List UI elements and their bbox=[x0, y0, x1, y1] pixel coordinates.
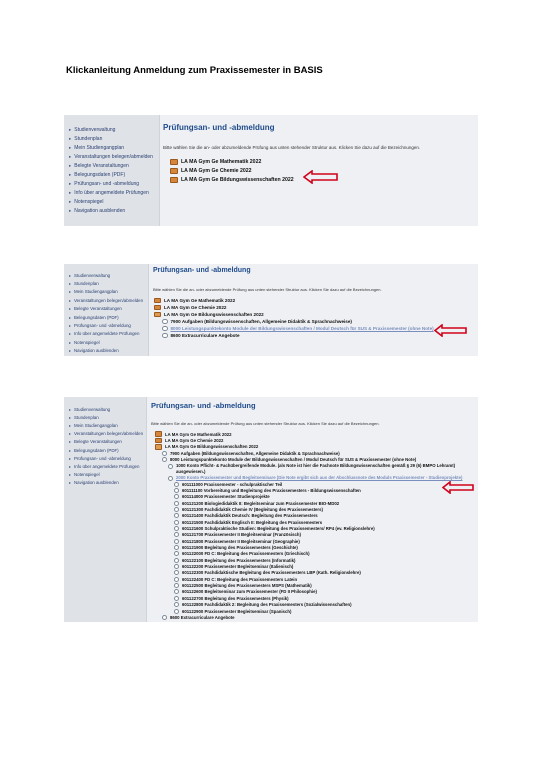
node-7900[interactable] bbox=[162, 318, 434, 325]
sidebar bbox=[64, 264, 149, 356]
course-label: 601121900 Begleitung des Praxissemesters (Geschichte) bbox=[182, 545, 298, 551]
sidebar-item[interactable] bbox=[64, 170, 159, 179]
folder-label: LA MA Gym Ge Mathematik 2022 bbox=[181, 158, 262, 165]
node-icon bbox=[168, 464, 173, 469]
bullet-arrow-icon: ▸ bbox=[69, 339, 71, 345]
bullet-arrow-icon: ▸ bbox=[69, 272, 71, 278]
folder-icon bbox=[170, 168, 178, 174]
folder-icon bbox=[170, 159, 178, 165]
sidebar-item-label: Stundenplan bbox=[73, 281, 99, 287]
sidebar bbox=[64, 397, 147, 622]
bullet-arrow-icon: ▸ bbox=[69, 455, 71, 461]
sidebar-item[interactable] bbox=[64, 471, 146, 479]
bullet-arrow-icon: ▸ bbox=[69, 314, 71, 320]
folder-label: LA MA Gym Ge Bildungswissenschaften 2022 bbox=[164, 312, 264, 317]
folder-mathematik[interactable] bbox=[170, 157, 294, 166]
node-icon bbox=[174, 596, 179, 601]
node-icon bbox=[174, 488, 179, 493]
bullet-arrow-icon: ▸ bbox=[69, 189, 72, 195]
bullet-arrow-icon: ▸ bbox=[69, 422, 71, 428]
node-label: 8600 Extracurriculare Angebote bbox=[170, 333, 240, 338]
folder-label: LA MA Gym Ge Mathematik 2022 bbox=[164, 298, 236, 303]
page-title: Prüfungsan- und -abmeldung bbox=[153, 267, 251, 274]
sidebar-item[interactable] bbox=[64, 430, 146, 438]
folder-icon bbox=[170, 177, 178, 183]
info-text: Bitte wählen Sie die an- oder abzumeldende Prüfung aus unten stehender Struktur aus. Klicken Sie dazu auf die Bezeichnungen. bbox=[151, 421, 380, 426]
sidebar-item[interactable] bbox=[64, 479, 146, 487]
folder-chemie[interactable] bbox=[154, 304, 434, 311]
sidebar bbox=[64, 115, 160, 226]
sidebar-item[interactable] bbox=[64, 279, 148, 287]
sidebar-item-label: Mein Studiengangplan bbox=[73, 289, 118, 295]
bullet-arrow-icon: ▸ bbox=[69, 306, 71, 312]
sidebar-item-label: Belegungsdaten (PDF) bbox=[74, 171, 126, 178]
bullet-arrow-icon: ▸ bbox=[69, 331, 71, 337]
course-label: 601114000 Praxissemester Studienprojekte bbox=[182, 494, 270, 500]
node-icon bbox=[174, 589, 179, 594]
node-label: 7900 Aufgaben (Bildungswissenschaften, Allgemeine Didaktik & Sprachnachweise) bbox=[170, 319, 352, 324]
node-label: 8000 Leistungspunktekonto Module der Bildungswissenschaften / Modul Deutsch für SUS & Praxissemester (ohne Note) bbox=[170, 457, 417, 463]
red-arrow-icon bbox=[442, 481, 475, 494]
node-icon bbox=[174, 520, 179, 525]
sidebar-item-label: Mein Studiengangplan bbox=[73, 422, 118, 428]
course-label: 601122300 Fachdidaktische Begleitung des Praxissemesters LBP (Kath. Religionslehre) bbox=[182, 570, 361, 576]
sidebar-item[interactable] bbox=[64, 313, 148, 321]
sidebar-item-label: Navigation ausblenden bbox=[74, 207, 126, 214]
bullet-arrow-icon: ▸ bbox=[69, 153, 72, 159]
course-label: 601122100 Begleitung des Praxissemesters (Informatik) bbox=[182, 557, 296, 563]
node-icon bbox=[174, 558, 179, 563]
node-icon bbox=[174, 513, 179, 518]
sidebar-item-label: Studienverwaltung bbox=[73, 272, 111, 278]
sidebar-item-label: Belegungsdaten (PDF) bbox=[73, 314, 119, 320]
sidebar-item[interactable] bbox=[64, 197, 159, 206]
sidebar-item-label: Prüfungsan- und -abmeldung bbox=[74, 180, 140, 187]
node-icon bbox=[162, 333, 168, 339]
sidebar-item-label: Belegte Veranstaltungen bbox=[73, 439, 122, 445]
sidebar-item[interactable] bbox=[64, 188, 159, 197]
node-8600[interactable] bbox=[162, 332, 434, 339]
sidebar-item[interactable] bbox=[64, 152, 159, 161]
sidebar-item-label: Veranstaltungen belegen/abmelden bbox=[74, 153, 153, 160]
folder-label: LA MA Gym Ge Mathematik 2022 bbox=[165, 431, 232, 437]
node-icon bbox=[174, 545, 179, 550]
course-label: 601121600 Schulpraktische Studien: Begleitung des Praxissemesters/ RP4 (ev. Religionslehre) bbox=[182, 526, 375, 532]
node-2000[interactable] bbox=[168, 475, 474, 481]
node-icon bbox=[168, 476, 173, 481]
node-icon bbox=[174, 532, 179, 537]
node-label: 8000 Leistungspunktekonto Module der Bildungswissenschaften / Modul Deutsch für SUS & Praxissemester (ohne Note) bbox=[170, 326, 434, 331]
sidebar-item[interactable] bbox=[64, 338, 148, 346]
course-label: 601122800 Fachdidaktik 2: Begleitung des Praxissemesters (Sozialwissenschaften) bbox=[182, 602, 352, 608]
sidebar-item[interactable] bbox=[64, 454, 146, 462]
doc-title: Klickanleitung Anmeldung zum Praxissemester in BASIS bbox=[66, 65, 323, 76]
course-label: 601122900 Praxissemester Begleitseminar (Spanisch) bbox=[182, 608, 292, 614]
folder-open-icon bbox=[155, 444, 162, 450]
node-icon bbox=[174, 526, 179, 531]
bullet-arrow-icon: ▸ bbox=[69, 162, 72, 168]
node-icon bbox=[174, 507, 179, 512]
sidebar-item[interactable] bbox=[64, 305, 148, 313]
folder-label: LA MA Gym Ge Bildungswissenschaften 2022 bbox=[165, 444, 259, 450]
bullet-arrow-icon: ▸ bbox=[69, 297, 71, 303]
sidebar-item-label: Info über angemeldete Prüfungen bbox=[73, 331, 140, 337]
node-icon bbox=[174, 551, 179, 556]
sidebar-item-label: Info über angemeldete Prüfungen bbox=[73, 463, 140, 469]
screenshot-1 bbox=[64, 115, 478, 226]
bullet-arrow-icon: ▸ bbox=[69, 207, 72, 213]
node-icon bbox=[162, 457, 167, 462]
bullet-arrow-icon: ▸ bbox=[69, 414, 71, 420]
course-label: 601111000 Praxissemester - schulpraktischer Teil bbox=[182, 481, 283, 487]
node-icon bbox=[174, 577, 179, 582]
node-1000[interactable] bbox=[168, 463, 468, 475]
sidebar-item-label: Mein Studiengangplan bbox=[74, 144, 125, 151]
sidebar-item-label: Studienverwaltung bbox=[73, 406, 111, 412]
bullet-arrow-icon: ▸ bbox=[69, 144, 72, 150]
sidebar-item-label: Navigation ausblenden bbox=[73, 480, 119, 486]
course-label: 601121700 Praxissemester II Begleitseminar (Französisch) bbox=[182, 532, 301, 538]
course-label: 601122500 Begleitung des Praxissemesters MSPS (Mathematik) bbox=[182, 583, 312, 589]
node-icon bbox=[174, 501, 179, 506]
bullet-arrow-icon: ▸ bbox=[69, 463, 71, 469]
node-label: 2000 Konto Praxissemester und Begleitseminare (Die Note ergibt sich aus der Abschlussnote des Moduls Praxissemester - Studienprojekte) bbox=[176, 474, 463, 480]
sidebar-item[interactable] bbox=[64, 347, 148, 355]
sidebar-item[interactable] bbox=[64, 446, 146, 454]
sidebar-item-label: Info über angemeldete Prüfungen bbox=[74, 189, 149, 196]
bullet-arrow-icon: ▸ bbox=[69, 180, 72, 186]
bullet-arrow-icon: ▸ bbox=[69, 289, 71, 295]
screenshot-2 bbox=[64, 264, 478, 356]
node-icon bbox=[174, 564, 179, 569]
sidebar-item[interactable] bbox=[64, 179, 159, 188]
main-panel bbox=[147, 397, 478, 622]
bullet-arrow-icon: ▸ bbox=[69, 126, 72, 132]
sidebar-item-label: Notenspiegel bbox=[74, 198, 104, 205]
folder-icon bbox=[155, 438, 162, 444]
sidebar-item-label: Veranstaltungen belegen/abmelden bbox=[73, 431, 144, 437]
sidebar-item[interactable] bbox=[64, 321, 148, 329]
bullet-arrow-icon: ▸ bbox=[69, 348, 71, 354]
sidebar-item[interactable] bbox=[64, 161, 159, 170]
sidebar-item[interactable] bbox=[64, 271, 148, 279]
folder-icon bbox=[155, 431, 162, 437]
folder-icon bbox=[154, 305, 161, 311]
sidebar-item[interactable] bbox=[64, 413, 146, 421]
bullet-arrow-icon: ▸ bbox=[69, 447, 71, 453]
node-icon bbox=[174, 482, 179, 487]
main-panel bbox=[149, 264, 478, 356]
folder-label: LA MA Gym Ge Chemie 2022 bbox=[165, 438, 224, 444]
node-label: 7900 Aufgaben (Bildungswissenschaften, Allgemeine Didaktik & Sprachnachweise) bbox=[170, 450, 340, 456]
bullet-arrow-icon: ▸ bbox=[69, 439, 71, 445]
sidebar-item[interactable] bbox=[64, 296, 148, 304]
folder-label: LA MA Gym Ge Bildungswissenschaften 2022 bbox=[181, 176, 294, 183]
bullet-arrow-icon: ▸ bbox=[69, 171, 72, 177]
bullet-arrow-icon: ▸ bbox=[69, 135, 72, 141]
sidebar-item[interactable] bbox=[64, 330, 148, 338]
sidebar-item-label: Stundenplan bbox=[74, 135, 103, 142]
info-text: Bitte wählen Sie die an- oder abzumeldende Prüfung aus unten stehender Struktur aus. Klicken Sie dazu auf die Bezeichnungen. bbox=[163, 145, 421, 150]
node-8000[interactable] bbox=[162, 325, 434, 332]
course-label: 601121400 Fachdidaktik Deutsch: Begleitung des Praxissemesters bbox=[182, 513, 318, 519]
sidebar-item-label: Navigation ausblenden bbox=[73, 348, 119, 354]
bullet-arrow-icon: ▸ bbox=[69, 323, 71, 329]
course-label: 601121500 Fachdidaktik Englisch II: Begleitung des Praxissemesters bbox=[182, 519, 323, 525]
sidebar-item-label: Studienverwaltung bbox=[74, 126, 116, 133]
sidebar-item-label: Prüfungsan- und -abmeldung bbox=[73, 323, 131, 329]
course-label: 601121800 Praxissemester II Begleitseminar (Geographie) bbox=[182, 538, 300, 544]
node-icon bbox=[162, 319, 168, 325]
bullet-arrow-icon: ▸ bbox=[69, 198, 72, 204]
node-icon bbox=[174, 539, 179, 544]
sidebar-item-label: Belegungsdaten (PDF) bbox=[73, 447, 119, 453]
node-icon bbox=[174, 570, 179, 575]
folder-chemie[interactable] bbox=[170, 166, 294, 175]
info-text: Bitte wählen Sie die an- oder abzumeldende Prüfung aus unten stehender Struktur aus. Klicken Sie dazu auf die Bezeichnungen. bbox=[153, 287, 382, 292]
sidebar-item-label: Stundenplan bbox=[73, 414, 99, 420]
page-title: Prüfungsan- und -abmeldung bbox=[163, 123, 275, 132]
sidebar-item[interactable] bbox=[64, 143, 159, 152]
node-icon bbox=[162, 615, 167, 620]
course-label: 601111100 Vorbereitung und Begleitung des Praxissemesters - Bildungswissenschaften bbox=[182, 487, 361, 493]
course-label: 601122700 Begleitung des Praxissemesters (Physik) bbox=[182, 595, 289, 601]
bullet-arrow-icon: ▸ bbox=[69, 472, 71, 478]
folder-icon bbox=[154, 298, 161, 304]
page-title: Prüfungsan- und -abmeldung bbox=[151, 401, 256, 410]
node-icon bbox=[174, 583, 179, 588]
folder-label: LA MA Gym Ge Chemie 2022 bbox=[181, 167, 252, 174]
sidebar-item[interactable] bbox=[64, 405, 146, 413]
folder-label: LA MA Gym Ge Chemie 2022 bbox=[164, 305, 227, 310]
folder-open-icon bbox=[154, 312, 161, 318]
folder-bildungswissenschaften[interactable] bbox=[154, 311, 434, 318]
course-label: 601121300 Fachdidaktik Chemie IV (Begleitung des Praxissemesters) bbox=[182, 507, 323, 512]
node-icon bbox=[162, 326, 168, 332]
course-label: 601121200 Biologiedidaktik II: Begleitseminar zum Praxissemester BIO-MD02 bbox=[182, 500, 340, 506]
screenshot-3 bbox=[64, 397, 478, 622]
course-label: 601122400 FD C: Begleitung des Praxissemesters Latein bbox=[182, 576, 298, 582]
sidebar-item-label: Belegte Veranstaltungen bbox=[74, 162, 129, 169]
sidebar-item-label: Notenspiegel bbox=[73, 472, 100, 478]
sidebar-item-label: Notenspiegel bbox=[73, 339, 100, 345]
node-icon bbox=[174, 609, 179, 614]
node-8600[interactable] bbox=[162, 614, 474, 620]
bullet-arrow-icon: ▸ bbox=[69, 281, 71, 287]
bullet-arrow-icon: ▸ bbox=[69, 406, 71, 412]
folder-mathematik[interactable] bbox=[154, 297, 434, 304]
node-label: 8600 Extracurriculare Angebote bbox=[170, 614, 235, 620]
bullet-arrow-icon: ▸ bbox=[69, 480, 71, 486]
sidebar-item[interactable] bbox=[64, 462, 146, 470]
sidebar-item-label: Veranstaltungen belegen/abmelden bbox=[73, 297, 144, 303]
bullet-arrow-icon: ▸ bbox=[69, 431, 71, 437]
sidebar-item[interactable] bbox=[64, 206, 159, 215]
folder-bildungswissenschaften[interactable] bbox=[170, 175, 294, 184]
sidebar-item[interactable] bbox=[64, 438, 146, 446]
red-arrow-icon bbox=[303, 170, 339, 184]
node-icon bbox=[162, 451, 167, 456]
node-label: 1000 Konto Pflicht- & Fachübergreifende Module. (als Note ist hier die Fachnote Bildungswissenschaften gemäß § 29 (6) BMPO Lehramt) ausgewiesen.) bbox=[176, 462, 456, 474]
sidebar-item[interactable] bbox=[64, 288, 148, 296]
sidebar-item[interactable] bbox=[64, 134, 159, 143]
course-label: 601122200 Praxissemester Begleitseminar (Italienisch) bbox=[182, 564, 294, 570]
red-arrow-icon bbox=[434, 324, 468, 337]
course-label: 601122600 Begleitseminar zum Praxissemester (FD II Philosophie) bbox=[182, 589, 317, 595]
sidebar-item[interactable] bbox=[64, 421, 146, 429]
node-icon bbox=[174, 494, 179, 499]
node-icon bbox=[174, 602, 179, 607]
sidebar-item-label: Prüfungsan- und -abmeldung bbox=[73, 455, 131, 461]
course-label: 601122000 FD C: Begleitung des Praxissemesters (Griechisch) bbox=[182, 551, 310, 557]
sidebar-item[interactable] bbox=[64, 125, 159, 134]
sidebar-item-label: Belegte Veranstaltungen bbox=[73, 306, 122, 312]
